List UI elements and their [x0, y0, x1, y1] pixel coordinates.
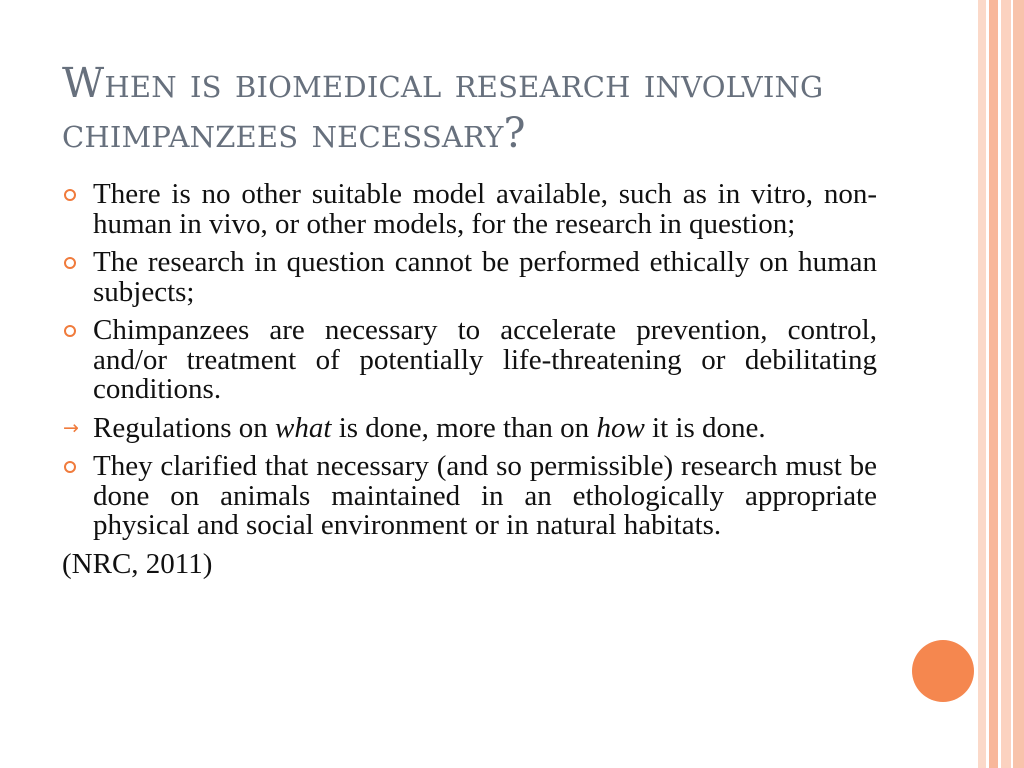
bullet-text: Chimpanzees are necessary to accelerate prevention, control, and/or treatment of potentially life-threatening or debilitating conditions. — [93, 314, 877, 405]
bullet-text: The research in question cannot be performed ethically on human subjects; — [93, 246, 877, 308]
arrow-text-part: it is done. — [644, 411, 766, 444]
emphasis-what: what — [275, 411, 332, 444]
slide-body — [62, 180, 877, 579]
arrow-right-icon: → — [63, 416, 79, 439]
accent-dot — [912, 640, 974, 702]
circle-bullet-icon — [64, 325, 76, 337]
citation: (NRC, 2011) — [62, 547, 213, 580]
bullet-item-3 — [62, 316, 877, 405]
circle-bullet-icon — [64, 257, 76, 269]
decor-stripe — [978, 0, 986, 768]
bullet-text: There is no other suitable model available, such as in vitro, non-human in vivo, or other models, for the research in question; — [93, 178, 877, 240]
bullet-item-2 — [62, 248, 877, 307]
decor-stripe — [989, 0, 998, 768]
decor-stripe — [1013, 0, 1024, 768]
arrow-item — [62, 411, 877, 444]
bullet-item-4 — [62, 452, 877, 541]
arrow-text-part: is done, more than on — [331, 411, 597, 444]
decor-stripe — [1001, 0, 1011, 768]
circle-bullet-icon — [64, 461, 76, 473]
circle-bullet-icon — [64, 189, 76, 201]
bullet-item-1 — [62, 180, 877, 239]
slide-title: When is biomedical research involving chimpanzees necessary? — [62, 59, 824, 157]
arrow-text-part: Regulations on — [93, 411, 276, 444]
bullet-text: They clarified that necessary (and so permissible) research must be done on animals maintained in an ethologically appropriate physical and social environment or in natural habitats. — [93, 450, 877, 541]
emphasis-how: how — [596, 411, 645, 444]
